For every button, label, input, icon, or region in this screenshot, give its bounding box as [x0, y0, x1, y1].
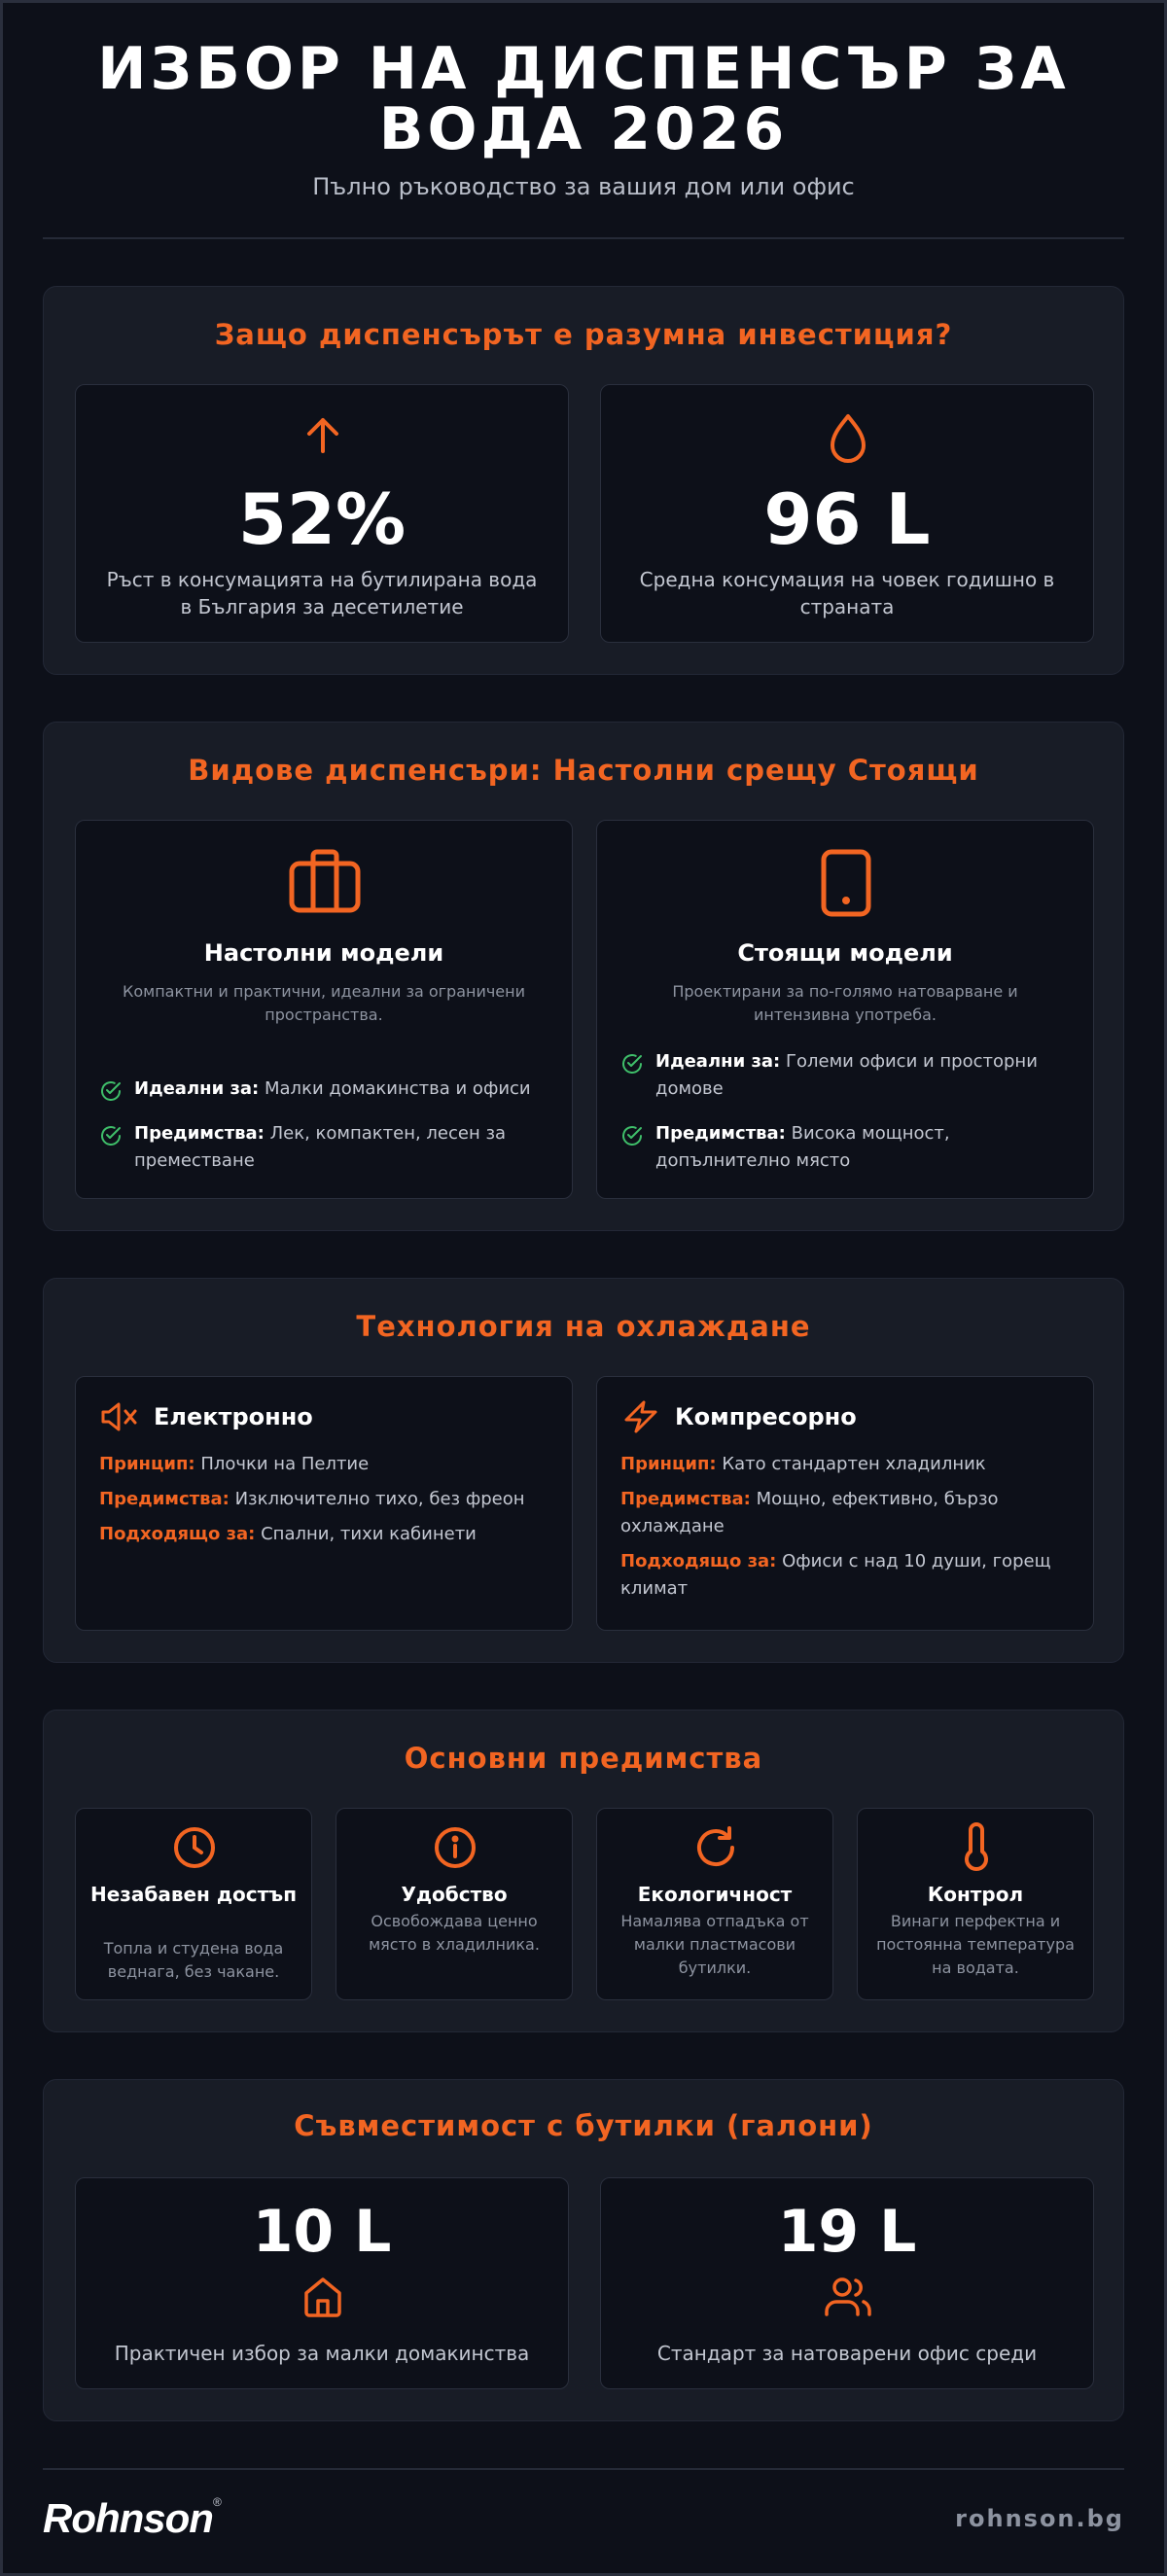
stat-description: Ръст в консумацията на бутилирана вода в България за десетилетие	[106, 568, 538, 618]
investment-section	[43, 286, 1124, 675]
website-link[interactable]: rohnson.bg	[955, 2505, 1124, 2532]
type-point	[620, 1048, 1070, 1103]
type-card-tabletop	[75, 820, 573, 1199]
clock-icon	[171, 1824, 218, 1871]
point-text: Големи офиси и просторни домове	[655, 1051, 1038, 1099]
brand-logo[interactable]: Rohnson®	[43, 2495, 221, 2541]
point-label: Предимства:	[134, 1123, 265, 1144]
bottle-size: 10 L	[252, 2198, 392, 2266]
tech-line: Предимства: Мощно, ефективно, бързо охлаждане	[620, 1489, 999, 1536]
speaker-mute-icon	[99, 1400, 140, 1433]
type-point	[99, 1076, 548, 1103]
benefit-name: Екологичност	[637, 1883, 793, 1906]
type-point	[620, 1120, 1070, 1175]
bottle-size: 19 L	[777, 2198, 917, 2266]
benefit-description: Освобождава ценно място в хладилника.	[369, 1912, 540, 1954]
types-section	[43, 722, 1124, 1231]
tech-line: Принцип: Като стандартен хладилник	[620, 1454, 986, 1474]
type-name: Стоящи модели	[737, 939, 953, 967]
stat-card-consumption	[600, 384, 1094, 643]
page-header	[43, 35, 1124, 200]
point-label: Идеални за:	[655, 1051, 781, 1072]
tech-header	[99, 1400, 313, 1433]
bottle-description: Практичен избор за малки домакинства	[114, 2342, 530, 2365]
benefits-title: Основни предимства	[404, 1742, 763, 1775]
bottles-section	[43, 2079, 1124, 2421]
cooling-card-electronic	[75, 1376, 573, 1631]
arrow-up-icon	[300, 412, 346, 459]
benefit-name: Незабавен достъп	[89, 1883, 298, 1906]
thermometer-icon	[959, 1822, 994, 1873]
cooling-title: Технология на охлаждане	[356, 1310, 811, 1343]
type-card-floor	[596, 820, 1094, 1199]
tablet-icon	[819, 848, 873, 918]
lightning-icon	[620, 1400, 661, 1433]
type-point	[99, 1120, 548, 1175]
home-icon	[301, 2276, 344, 2318]
tech-line: Подходящо за: Спални, тихи кабинети	[99, 1524, 477, 1544]
tech-line: Принцип: Плочки на Пелтие	[99, 1454, 370, 1474]
bottle-description: Стандарт за натоварени офис среди	[656, 2342, 1038, 2365]
check-circle-icon	[620, 1052, 644, 1076]
benefit-description: Винаги перфектна и постоянна температура на водата.	[876, 1912, 1075, 1977]
cooling-section	[43, 1278, 1124, 1663]
benefit-description: Топла и студена вода веднага, без чакане.	[103, 1939, 284, 1981]
investment-title: Защо диспенсърът е разумна инвестиция?	[214, 318, 953, 351]
footer-divider	[43, 2468, 1124, 2470]
briefcase-icon	[288, 848, 362, 914]
benefit-card	[596, 1808, 833, 2000]
benefit-card	[336, 1808, 573, 2000]
point-text: Малки домакинства и офиси	[265, 1078, 531, 1099]
check-circle-icon	[99, 1124, 123, 1147]
point-label: Идеални за:	[134, 1078, 260, 1099]
type-description: Компактни и практични, идеални за ограничени пространства.	[122, 982, 526, 1024]
benefit-card	[75, 1808, 312, 2000]
point-text: Лек, компактен, лесен за преместване	[134, 1123, 507, 1171]
stat-value: 96 L	[763, 478, 931, 560]
tech-header	[620, 1400, 857, 1433]
point-label: Предимства:	[655, 1123, 786, 1144]
bottle-card-19l	[600, 2177, 1094, 2389]
type-description: Проектирани за по-голямо натоварване и интензивна употреба.	[672, 982, 1018, 1024]
bottle-card-10l	[75, 2177, 569, 2389]
benefit-name: Контрол	[927, 1883, 1024, 1906]
header-divider	[43, 237, 1124, 239]
tech-line: Предимства: Изключително тихо, без фреон	[99, 1489, 525, 1509]
stat-card-growth	[75, 384, 569, 643]
benefit-card	[857, 1808, 1094, 2000]
benefits-section	[43, 1710, 1124, 2032]
tech-name: Електронно	[154, 1403, 313, 1430]
cooling-card-compressor	[596, 1376, 1094, 1631]
info-icon	[432, 1824, 478, 1871]
bottles-title: Съвместимост с бутилки (галони)	[294, 2109, 873, 2142]
point-text: Висока мощност, допълнително място	[655, 1123, 950, 1171]
types-title: Видове диспенсъри: Настолни срещу Стоящи	[188, 754, 979, 787]
users-icon	[823, 2276, 873, 2318]
refresh-icon	[692, 1824, 739, 1871]
stat-value: 52%	[237, 478, 407, 560]
benefit-description: Намалява отпадъка от малки пластмасови бутилки.	[620, 1912, 809, 1977]
check-circle-icon	[99, 1079, 123, 1103]
tech-line: Подходящо за: Офиси с над 10 души, горещ климат	[620, 1551, 1051, 1599]
type-name: Настолни модели	[203, 939, 444, 967]
water-drop-icon	[825, 412, 871, 467]
page-subtitle: Пълно ръководство за вашия дом или офис	[312, 173, 855, 200]
page-title: ИЗБОР НА ДИСПЕНСЪР ЗА ВОДА 2026	[97, 35, 1070, 163]
check-circle-icon	[620, 1124, 644, 1147]
tech-name: Компресорно	[675, 1403, 857, 1430]
stat-description: Средна консумация на човек годишно в страната	[639, 568, 1055, 618]
benefit-name: Удобство	[401, 1883, 508, 1906]
